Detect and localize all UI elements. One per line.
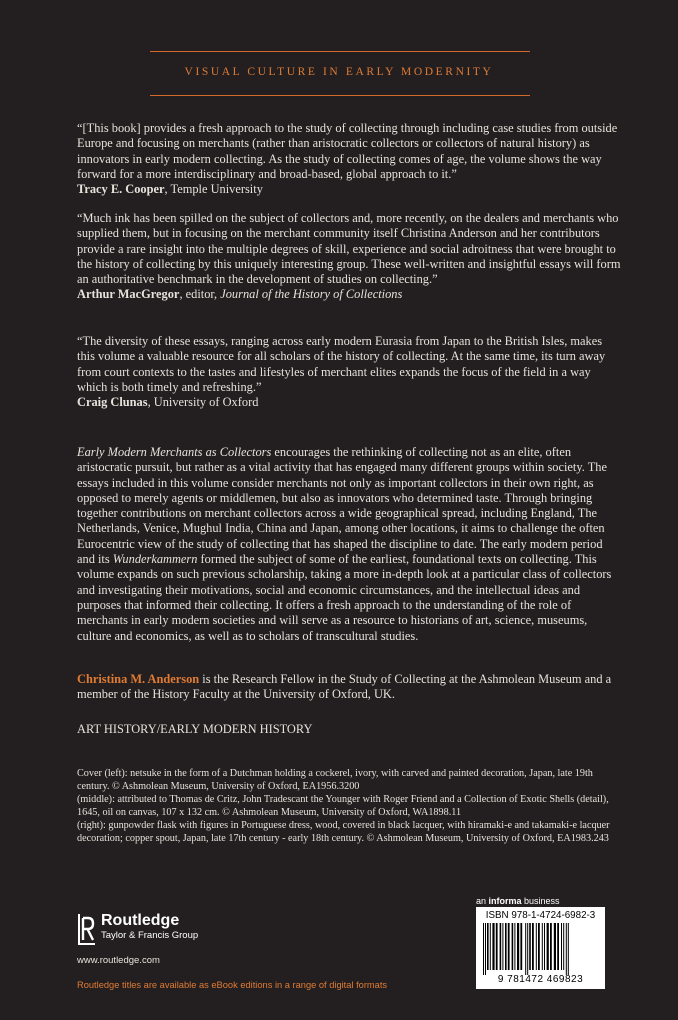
informa-suffix: business [521,896,560,906]
barcode-bar [502,923,503,970]
isbn-number: ISBN 978-1-4724-6982-3 [485,910,596,921]
endorsement-attribution [77,182,622,197]
barcode-bar [563,923,564,970]
barcode-bar [517,923,519,970]
barcode-bar [485,923,486,975]
subject-category: ART HISTORY/EARLY MODERN HISTORY [77,722,313,736]
barcode-bar [505,923,507,970]
barcode-bar [542,923,543,970]
publisher-group: Taylor & Francis Group [101,930,199,941]
barcode-bar [512,923,514,970]
barcode-bar [500,923,502,970]
routledge-r-icon [77,913,97,945]
endorser-name: Tracy E. Cooper [77,182,165,197]
endorser-affiliation: , University of Oxford [147,395,259,410]
barcode-bar [483,923,484,975]
barcode-bar [490,923,491,970]
endorser-affiliation: , editor, [179,287,221,302]
barcode-bar [496,923,498,970]
barcode-bar [487,923,489,970]
barcode-bar [492,923,494,970]
barcode-bar [520,923,522,970]
barcode-bar [527,923,528,975]
book-description [77,445,622,644]
barcode-bar [508,923,510,970]
author-bio-paragraph [77,672,622,703]
barcode-bar [550,923,552,970]
barcode-bars [482,923,599,975]
credit-left: Cover (left): netsuke in the form of a Dutchman holding a cockerel, ivory, with carved and painted decoration, Japan, late 19th century. © Ashmolean Museum, University of Oxford, EA1956.3200 [77,768,593,792]
description-term: Wunderkammern [112,552,198,567]
barcode-bar [538,923,540,970]
series-rule-bottom [150,95,530,96]
informa-tagline [476,896,560,906]
endorsement-quote: “Much ink has been spilled on the subject of collectors and, more recently, on the dealers and merchants who supplied them, but in focusing on the merchant community itself Christina Anderson and her contributors provide a rare insight into the multiple degrees of skill, experience and social adroitness that were brought to the history of collecting by this uniquely interesting group. These well-written and insightful essays will form an authoritative benchmark in the development of studies on collecting.” [77,211,621,287]
description-paragraph [77,445,622,644]
author-bio-text: is the Research Fellow in the Study of Collecting at the Ashmolean Museum and a member of the History Faculty at the University of Oxford, UK. [77,672,612,702]
endorsement-attribution [77,395,622,410]
barcode-bar [544,923,545,970]
endorsement-attribution [77,287,622,302]
routledge-logo [77,912,217,952]
logo-text [101,912,198,942]
credit-right: (right): gunpowder flask with figures in Portuguese dress, wood, covered in black lacquer, with hiramaki-e and takamaki-e lacquer decoration; copper spout, Japan, late 17th century - early 18th century. © Ashmolean Museum, University of Oxford, EA1983.243 [77,819,610,844]
endorser-name: Arthur MacGregor [77,287,180,302]
informa-prefix: an [476,896,489,906]
publisher-name: Routledge [101,912,180,929]
barcode-bar [568,923,569,975]
informa-brand: informa [488,896,522,906]
barcode-bar [547,923,549,970]
barcode-bar [532,923,534,970]
barcode-bar [529,923,531,970]
barcode-bar [561,923,562,970]
ebook-note: Routledge titles are available as eBook editions in a range of digital formats [77,980,388,990]
endorser-affiliation: , Temple University [164,182,263,197]
description-text-1: encourages the rethinking of collecting not as an elite, often aristocratic pursuit, but rather as a vital activity that has engaged many different groups within society. The essays included in this volume consider merchants not only as important collectors in their own right, as opposed to merely agents or middlemen, but also as innovators who determined taste. Through bringing together contributions on merchant collectors across a wide geographical spread, including England, The Netherlands, Venice, Mughul India, China and Japan, among other locations, it aims to challenge the often Eurocentric view of the study of collecting that has shaped the discipline to date. The early modern period and its [77,445,608,567]
endorsement-quote: “The diversity of these essays, ranging across early modern Eurasia from Japan to the British Isles, makes this volume a valuable resource for all scholars of the history of collecting. At the same time, its turn away from court contexts to the tastes and lifestyles of merchant elites expands the focus of the field in a way which is both timely and refreshing.” [77,334,606,394]
author-bio [77,672,622,703]
barcode-bar [554,923,556,970]
endorser-name: Craig Clunas [77,395,148,410]
publisher-website: www.routledge.com [77,955,160,966]
barcode-bar [514,923,515,970]
journal-title: Journal of the History of Collections [220,287,403,302]
author-name: Christina M. Anderson [77,672,200,686]
barcode-bar [566,923,567,975]
cover-credits [77,768,622,845]
barcode-box [476,907,605,989]
endorsement-1 [77,121,622,197]
series-title: VISUAL CULTURE IN EARLY MODERNITY [184,66,494,78]
series-rule-top [150,51,530,52]
barcode-bar [536,923,537,970]
endorsement-quote: “[This book] provides a fresh approach to the study of collecting through including case studies from outside Europe and focusing on merchants (rather than aristocratic collectors or collectors of natural history) as innovators in early modern collecting. As the study of collecting comes of age, the volume shows the way forward for a more interdisciplinary and broad-based, global approach to it.” [77,121,618,181]
barcode-bar [557,923,559,970]
book-title: Early Modern Merchants as Collectors [77,445,272,459]
endorsement-2 [77,211,622,303]
endorsement-3 [77,334,622,410]
credit-middle: (middle): attributed to Thomas de Critz, John Tradescant the Younger with Roger Friend and a Collection of Exotic Shells (detail), 1645, oil on canvas, 107 x 132 cm. © Ashmolean Museum, University of Oxford, WA1898.11 [77,793,609,818]
description-text-2: formed the subject of some of the earliest, foundational texts on collecting. This volume expands on such previous scholarship, taking a more in-depth look at a particular class of collectors and investigating their motivations, social and economic circumstances, and the intellectual ideas and purposes that informed their collecting. It offers a fresh approach to the understanding of the role of merchants in early modern societies and will serve as a resource to historians of art, science, museums, culture and economics, as well as to scholars of transcultural studies. [77,552,612,643]
barcode-digits: 9 781472 469823 [497,974,584,985]
barcode-bar [525,923,526,975]
